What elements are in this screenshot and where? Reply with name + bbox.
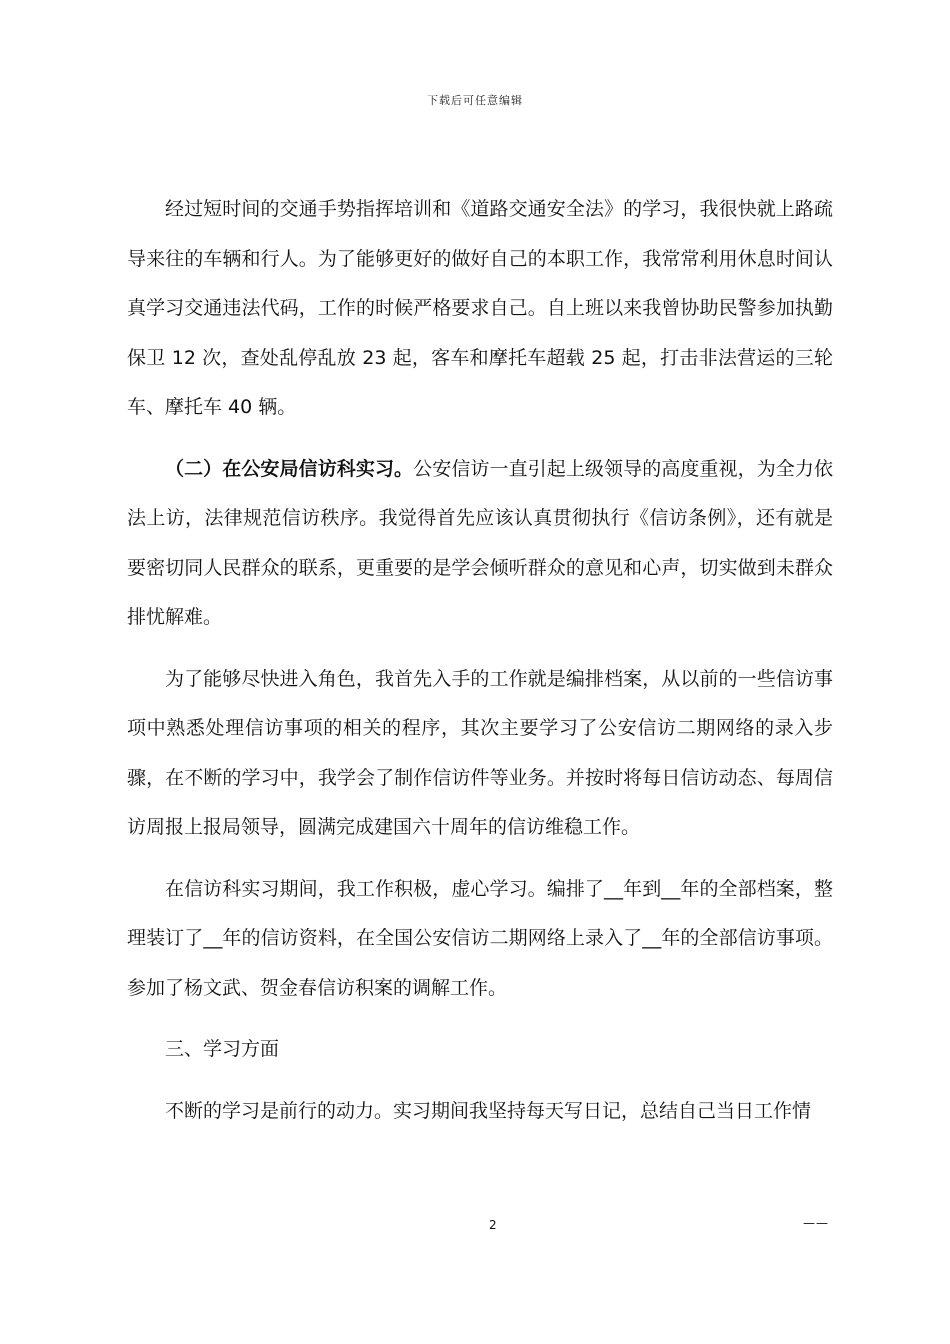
page-number: 2: [489, 1218, 497, 1232]
section-heading-petition: （二）在公安局信访科实习。: [165, 457, 414, 480]
paragraph-study-motivation: 不断的学习是前行的动力。实习期间我坚持每天写日记，总结自己当日工作情: [165, 1099, 812, 1122]
document-body: [127, 185, 833, 1148]
paragraph-internship-summary: 在信访科实习期间，我工作积极，虚心学习。编排了__年到__年的全部档案，整理装订了__年的信访资料，在全国公安信访二期网络上录入了__年的全部信访事项。参加了杨文武、贺金春信访积案的调解工作。: [127, 877, 833, 999]
section-heading-study: 三、学习方面: [165, 1038, 280, 1060]
paragraph-traffic-training: 经过短时间的交通手势指挥培训和《道路交通安全法》的学习，我很快就上路疏导来往的车辆和行人。为了能够更好的做好自己的本职工作，我常常利用休息时间认真学习交通违法代码，工作的时候严格要求自己。自上班以来我曾协助民警参加执勤保卫 12 次，查处乱停乱放 23 起，客车和摩托车超载 25 起，打击非法营运的三轮车、摩托车 40 辆。: [127, 198, 833, 418]
page-header: 下载后可任意编辑: [427, 94, 523, 107]
paragraph-petition-office: [127, 445, 833, 643]
footer-dash: ——: [803, 1216, 829, 1230]
paragraph-archive-work: 为了能够尽快进入角色，我首先入手的工作就是编排档案，从以前的一些信访事项中熟悉处理信访事项的相关的程序，其次主要学习了公安信访二期网络的录入步骤，在不断的学习中，我学会了制作信访件等业务。并按时将每日信访动态、每周信访周报上报局领导，圆满完成建国六十周年的信访维稳工作。: [127, 667, 833, 838]
paragraph-petition-text: 公安信访一直引起上级领导的高度重视，为全力依法上访，法律规范信访秩序。我觉得首先应该认真贯彻执行《信访条例》，还有就是要密切同人民群众的联系，更重要的是学会倾听群众的意见和心声，切实做到未群众排忧解难。: [127, 457, 833, 628]
